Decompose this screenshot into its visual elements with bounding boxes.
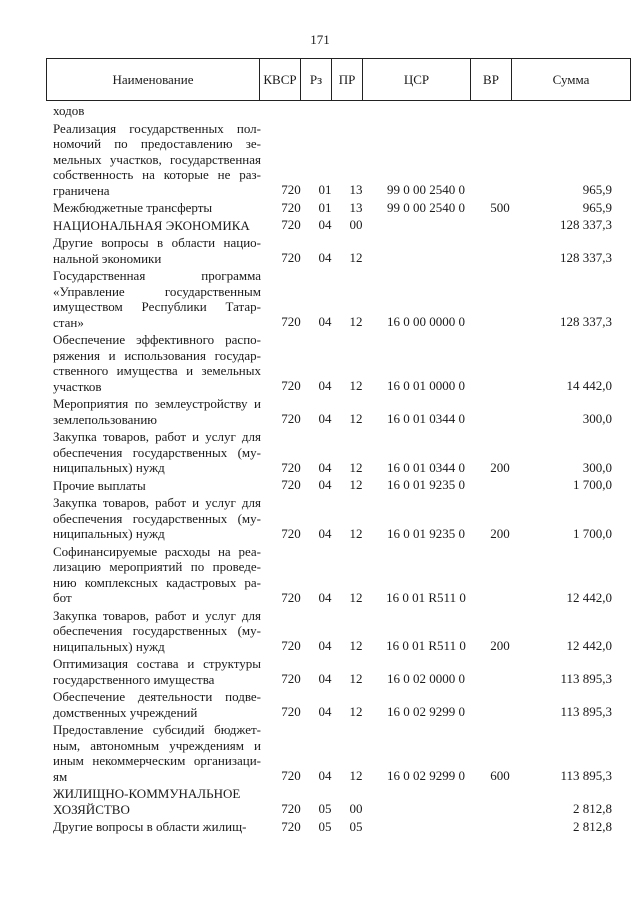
row-pr: 13	[349, 199, 363, 215]
row-csr: 16 0 01 0000 0	[387, 378, 465, 393]
row-name-line: ным, автономным учреждениям и	[53, 737, 261, 753]
row-name-line: обеспечения государственных (му-	[53, 510, 261, 526]
row-csr: 16 0 01 9235 0	[387, 477, 465, 492]
table-row	[0, 722, 640, 786]
row-name-line: Другие вопросы в области нацио-	[53, 235, 261, 250]
row-kvsr: 720	[281, 314, 301, 329]
row-name-line: Государственная программа	[53, 268, 261, 283]
header-sum: Сумма	[512, 59, 631, 101]
table-row	[0, 103, 640, 121]
row-name	[53, 268, 261, 330]
row-name	[53, 495, 261, 542]
row-name-line: ниципальных) нужд	[53, 638, 165, 654]
row-pr: 00	[349, 217, 363, 232]
row-kvsr: 720	[281, 525, 301, 541]
row-name-line: ниципальных) нужд	[53, 526, 165, 541]
row-name-line: ходов	[53, 103, 85, 118]
row-name-line: бот	[53, 590, 72, 605]
row-vr: 200	[490, 459, 510, 475]
row-pr: 12	[349, 411, 363, 426]
budget-table-body	[0, 103, 640, 837]
row-name-line: нию комплексных кадастровых ра-	[53, 574, 261, 590]
row-pr: 12	[349, 671, 363, 686]
row-sum: 113 895,3	[560, 704, 612, 719]
row-sum: 965,9	[582, 182, 612, 197]
row-kvsr: 720	[281, 459, 301, 475]
row-kvsr: 720	[281, 199, 301, 215]
row-sum: 128 337,3	[560, 250, 612, 265]
row-csr: 16 0 00 0000 0	[387, 314, 465, 329]
row-name	[53, 656, 261, 687]
row-rz: 04	[318, 638, 332, 653]
table-row	[0, 396, 640, 429]
table-row	[0, 819, 640, 837]
header-kvsr: КВСР	[260, 59, 301, 101]
row-name-line: стан»	[53, 314, 84, 330]
row-rz: 04	[318, 525, 332, 541]
row-name-line: Предоставление субсидий бюджет-	[53, 722, 261, 737]
row-rz: 04	[318, 459, 332, 475]
row-rz: 05	[318, 818, 332, 834]
row-rz: 04	[318, 671, 332, 686]
row-rz: 04	[318, 704, 332, 719]
row-sum: 14 442,0	[566, 378, 612, 393]
row-name-line: ниципальных) нужд	[53, 460, 165, 475]
row-kvsr: 720	[281, 638, 301, 653]
header-csr: ЦСР	[363, 59, 471, 101]
row-pr: 12	[349, 704, 363, 719]
row-vr: 200	[490, 525, 510, 541]
table-row	[0, 429, 640, 478]
row-sum: 1 700,0	[573, 525, 612, 541]
row-name-line: нальной экономики	[53, 250, 162, 266]
table-header	[46, 58, 631, 101]
row-csr: 99 0 00 2540 0	[387, 199, 465, 215]
row-name-line: граничена	[53, 182, 110, 198]
row-csr: 16 0 01 9235 0	[387, 525, 465, 541]
row-csr: 16 0 02 0000 0	[387, 671, 465, 686]
row-sum: 128 337,3	[560, 217, 612, 232]
row-csr: 16 0 02 9299 0	[387, 768, 465, 783]
page-number: 171	[310, 32, 330, 47]
table-row	[0, 121, 640, 201]
table-row	[0, 786, 640, 819]
table-row	[0, 544, 640, 608]
table-row	[0, 268, 640, 332]
row-csr: 99 0 00 2540 0	[387, 182, 465, 197]
row-pr: 00	[349, 801, 363, 816]
row-kvsr: 720	[281, 671, 301, 686]
row-name-line: Межбюджетные трансферты	[53, 200, 213, 215]
row-name	[53, 608, 261, 655]
row-sum: 965,9	[582, 199, 612, 215]
row-name	[53, 819, 261, 835]
row-sum: 113 895,3	[560, 768, 612, 783]
table-row	[0, 478, 640, 496]
row-name	[53, 103, 261, 119]
row-csr: 16 0 01 R511 0	[386, 638, 466, 653]
row-vr: 500	[490, 199, 510, 215]
row-name-line: участков	[53, 378, 102, 394]
row-pr: 12	[349, 250, 363, 265]
row-sum: 1 700,0	[573, 477, 612, 492]
row-kvsr: 720	[281, 250, 301, 265]
row-sum: 300,0	[582, 459, 612, 475]
row-sum: 300,0	[582, 411, 612, 426]
row-name	[53, 544, 261, 606]
row-sum: 128 337,3	[560, 314, 612, 329]
row-kvsr: 720	[281, 818, 301, 834]
row-name-line: собственность на которые не раз-	[53, 167, 261, 182]
row-pr: 12	[349, 378, 363, 393]
row-name-line: ственного имущества и земельных	[53, 363, 261, 378]
row-name-line: Другие вопросы в области жилищ-	[53, 819, 247, 834]
row-rz: 04	[318, 411, 332, 426]
row-pr: 12	[349, 314, 363, 329]
row-rz: 04	[318, 477, 332, 492]
table-row	[0, 656, 640, 689]
row-name-line: ряжения и использования государ-	[53, 347, 261, 363]
row-name	[53, 332, 261, 394]
row-name	[53, 478, 261, 494]
row-kvsr: 720	[281, 217, 301, 232]
row-name	[53, 689, 261, 720]
row-pr: 12	[349, 638, 363, 653]
row-pr: 13	[349, 182, 363, 197]
row-name-line: Закупка товаров, работ и услуг для	[53, 429, 261, 444]
row-csr: 16 0 01 0344 0	[387, 411, 465, 426]
table-row	[0, 235, 640, 268]
row-sum: 113 895,3	[560, 671, 612, 686]
row-rz: 04	[318, 250, 332, 265]
row-name	[53, 786, 261, 817]
row-name-line: иным некоммерческим организаци-	[53, 753, 261, 768]
row-vr: 200	[490, 638, 510, 653]
row-name-line: Закупка товаров, работ и услуг для	[53, 607, 261, 623]
row-name-line: Оптимизация состава и структуры	[53, 656, 261, 671]
table-row	[0, 200, 640, 218]
row-sum: 12 442,0	[566, 589, 612, 605]
row-name-line: имуществом Республики Татар-	[53, 299, 261, 314]
header-name: Наименование	[47, 59, 260, 101]
header-vr: ВР	[471, 59, 512, 101]
table-row	[0, 332, 640, 396]
row-name	[53, 235, 261, 266]
row-rz: 04	[318, 768, 332, 783]
row-name-line: Закупка товаров, работ и услуг для	[53, 495, 261, 510]
row-name-line: ХОЗЯЙСТВО	[53, 801, 130, 817]
row-kvsr: 720	[281, 477, 301, 492]
row-name-line: Прочие выплаты	[53, 477, 146, 493]
row-name	[53, 121, 261, 199]
row-rz: 05	[318, 801, 332, 816]
row-rz: 04	[318, 314, 332, 329]
row-name-line: Обеспечение деятельности подве-	[53, 689, 261, 704]
row-kvsr: 720	[281, 378, 301, 393]
row-rz: 01	[318, 182, 332, 197]
row-pr: 12	[349, 525, 363, 541]
header-pr: ПР	[332, 59, 363, 101]
table-row	[0, 689, 640, 722]
row-name-line: номочий по предоставлению зе-	[53, 136, 261, 151]
row-kvsr: 720	[281, 704, 301, 719]
row-name	[53, 722, 261, 784]
row-kvsr: 720	[281, 768, 301, 783]
header-rz: Рз	[301, 59, 332, 101]
row-name-line: НАЦИОНАЛЬНАЯ ЭКОНОМИКА	[53, 217, 250, 233]
row-csr: 16 0 01 0344 0	[387, 459, 465, 475]
row-pr: 12	[349, 768, 363, 783]
row-kvsr: 720	[281, 182, 301, 197]
row-rz: 04	[318, 217, 332, 232]
table-row	[0, 218, 640, 236]
row-name-line: Обеспечение эффективного распо-	[53, 332, 261, 347]
row-kvsr: 720	[281, 589, 301, 605]
table-row	[0, 495, 640, 544]
table-row	[0, 608, 640, 657]
row-pr: 05	[349, 818, 363, 834]
row-pr: 12	[349, 477, 363, 492]
row-pr: 12	[349, 459, 363, 475]
row-name-line: «Управление государственным	[53, 283, 261, 299]
row-rz: 01	[318, 199, 332, 215]
row-name-line: Софинансируемые расходы на реа-	[53, 543, 261, 559]
row-name	[53, 218, 261, 234]
row-name-line: обеспечения государственных (му-	[53, 444, 261, 460]
row-vr: 600	[490, 768, 510, 783]
row-name-line: ЖИЛИЩНО-КОММУНАЛЬНОЕ	[53, 786, 241, 801]
row-kvsr: 720	[281, 411, 301, 426]
row-name-line: обеспечения государственных (му-	[53, 623, 261, 638]
row-name-line: мельных участков, государственная	[53, 151, 261, 167]
row-name-line: землепользованию	[53, 411, 158, 427]
row-name	[53, 429, 261, 476]
row-pr: 12	[349, 589, 363, 605]
row-rz: 04	[318, 589, 332, 605]
row-name-line: лизацию мероприятий по проведе-	[53, 559, 261, 574]
row-name	[53, 200, 261, 216]
row-kvsr: 720	[281, 801, 301, 816]
row-name-line: ям	[53, 768, 68, 784]
row-name-line: государственного имущества	[53, 671, 215, 687]
row-name-line: домственных учреждений	[53, 704, 198, 720]
row-name	[53, 396, 261, 427]
row-name-line: Мероприятия по землеустройству и	[53, 396, 261, 411]
row-rz: 04	[318, 378, 332, 393]
row-sum: 2 812,8	[573, 818, 612, 834]
row-sum: 2 812,8	[573, 801, 612, 816]
row-name-line: Реализация государственных пол-	[53, 120, 261, 136]
row-csr: 16 0 02 9299 0	[387, 704, 465, 719]
row-csr: 16 0 01 R511 0	[386, 589, 466, 605]
row-sum: 12 442,0	[566, 638, 612, 653]
